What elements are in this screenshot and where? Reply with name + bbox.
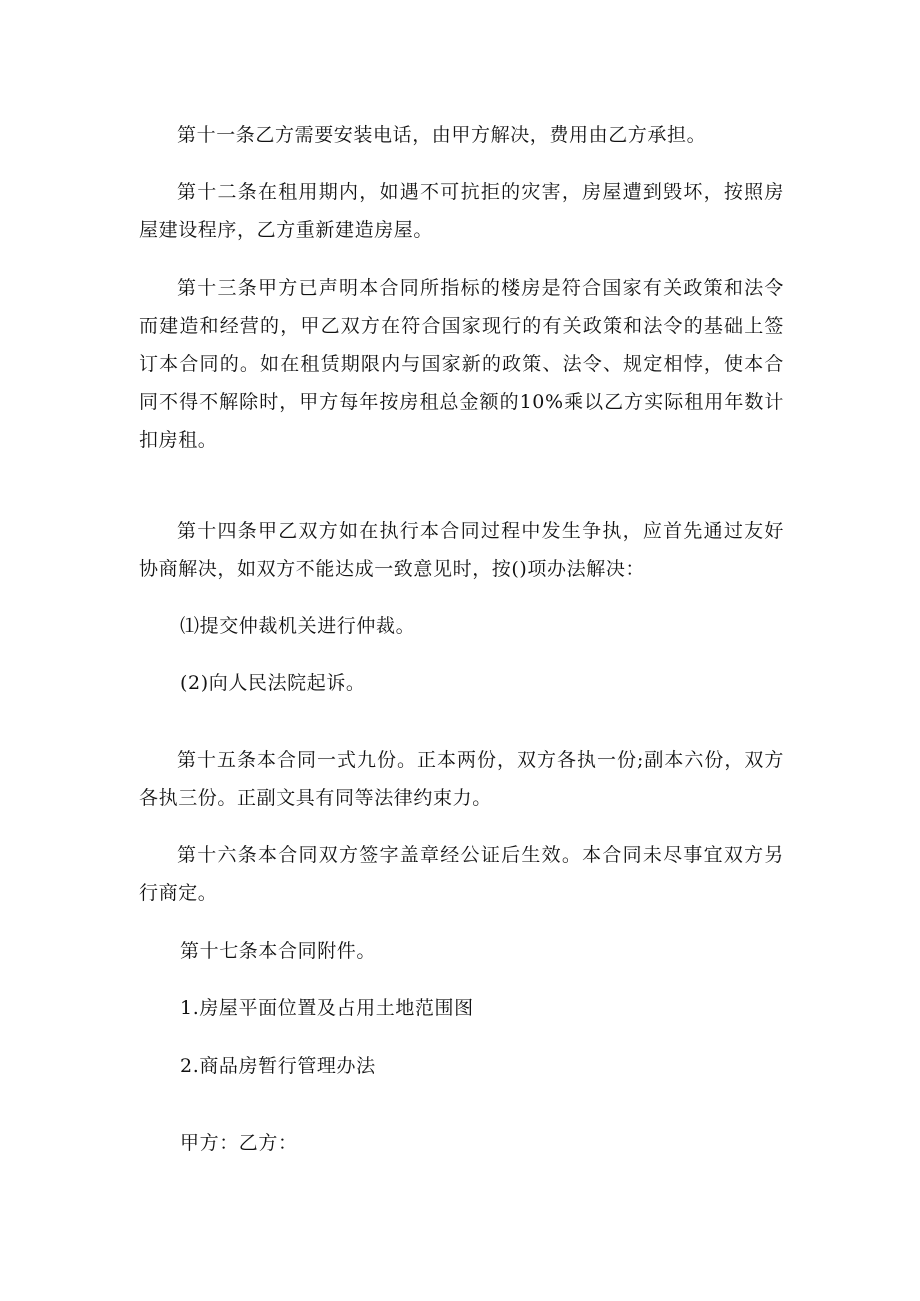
- clause-15: 第十五条本合同一式九份。正本两份，双方各执一份;副本六份，双方各执三份。正副文具有同等法律约束力。: [139, 749, 784, 809]
- clause-14: 第十四条甲乙双方如在执行本合同过程中发生争执，应首先通过友好协商解决，如双方不能达成一致意见时，按()项办法解决：: [139, 520, 784, 580]
- signature-line: 甲方：乙方：: [180, 1132, 298, 1154]
- clause-13: 第十三条甲方已声明本合同所指标的楼房是符合国家有关政策和法令而建造和经营的，甲乙双方在符合国家现行的有关政策和法令的基础上签订本合同的。如在租赁期限内与国家新的政策、法令、规定相悖，使本合同不得不解除时，甲方每年按房租总金额的10%乘以乙方实际租用年数计扣房租。: [139, 277, 784, 451]
- attachment-2: 2.商品房暂行管理办法: [180, 1055, 376, 1077]
- option-1: ⑴提交仲裁机关进行仲裁。: [180, 615, 416, 637]
- clause-17: 第十七条本合同附件。: [180, 940, 377, 962]
- option-2: (2)向人民法院起诉。: [180, 672, 366, 694]
- clause-16: 第十六条本合同双方签字盖章经公证后生效。本合同未尽事宜双方另行商定。: [139, 844, 784, 904]
- clause-11: 第十一条乙方需要安装电话，由甲方解决，费用由乙方承担。: [177, 124, 707, 146]
- attachment-1: 1.房屋平面位置及占用土地范围图: [180, 997, 474, 1019]
- clause-12: 第十二条在租用期内，如遇不可抗拒的灾害，房屋遭到毁坏，按照房屋建设程序，乙方重新建造房屋。: [139, 181, 784, 241]
